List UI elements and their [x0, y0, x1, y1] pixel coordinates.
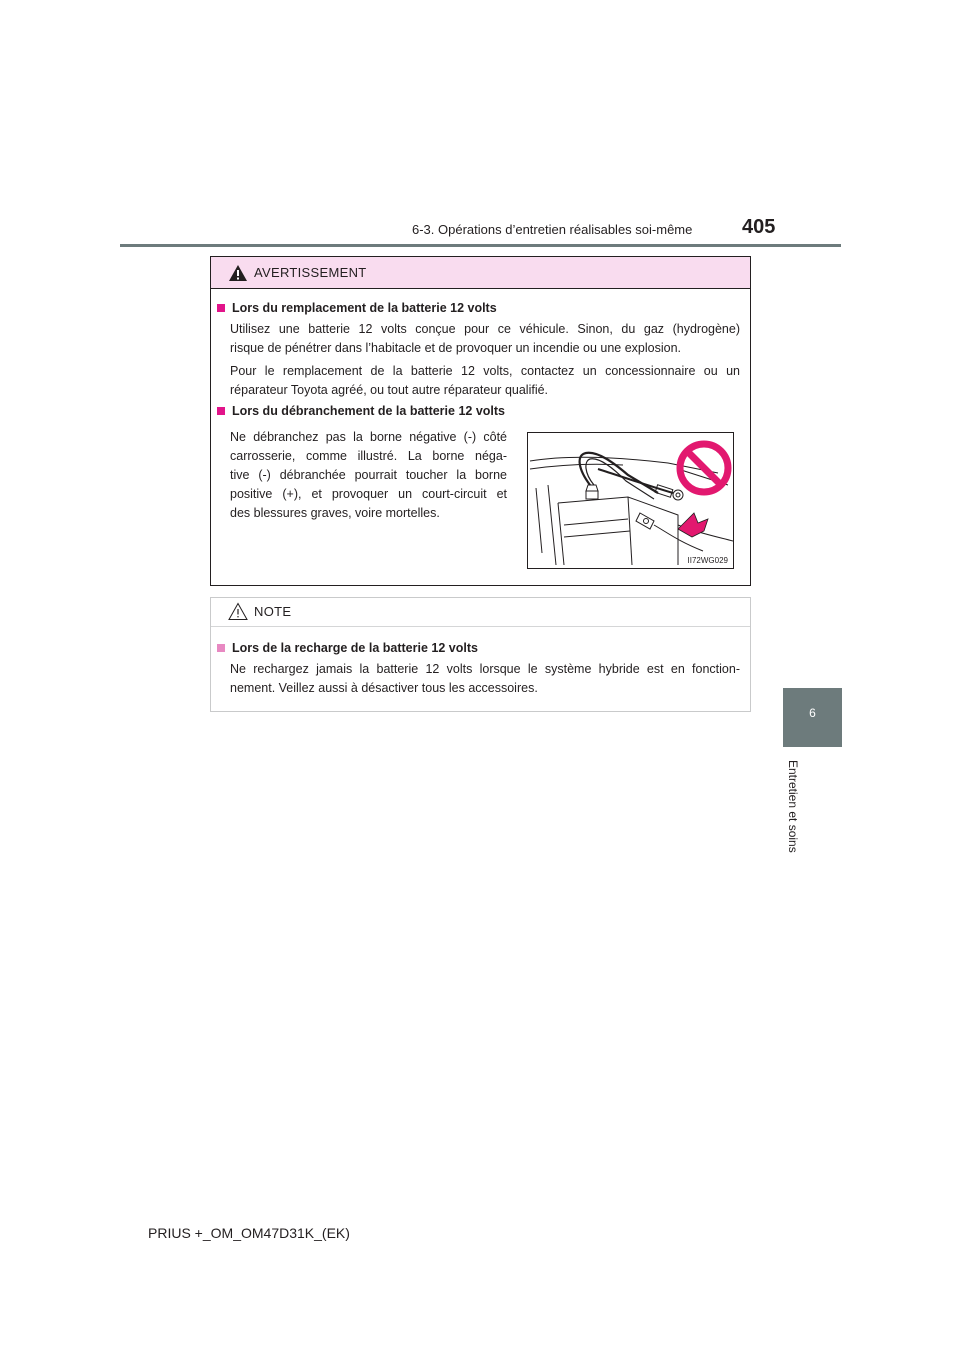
- warning-paragraph-3: [230, 428, 507, 523]
- note-heading-recharge: [217, 641, 478, 655]
- warning-triangle-icon: [228, 264, 248, 282]
- bullet-square-icon: [217, 304, 225, 312]
- text-line: risque de pénétrer dans l’habitacle et de provoquer un incendie ou une explosion.: [230, 341, 682, 355]
- caution-triangle-outline-icon: [228, 602, 248, 621]
- warning-paragraph-2: [230, 362, 740, 400]
- text-line: Utilisez une batterie 12 volts conçue pour ce véhicule. Sinon, du gaz (hydrogène): [230, 322, 740, 336]
- section-title: 6-3. Opérations d’entretien réalisables soi-même: [412, 222, 693, 237]
- text-line: carrosserie, comme illustré. La borne néga-: [230, 449, 507, 463]
- note-paragraph-1: [230, 660, 740, 698]
- heading-text: Lors de la recharge de la batterie 12 volts: [232, 641, 478, 655]
- prohibition-sign-icon: [680, 444, 728, 492]
- warning-header: [211, 257, 750, 289]
- text-line: positive (+), et provoquer un court-circuit et: [230, 487, 507, 501]
- warning-paragraph-1: [230, 320, 740, 358]
- header-rule: [120, 244, 841, 247]
- warning-box: [210, 256, 751, 586]
- text-line: Ne débranchez pas la borne négative (-) côté: [230, 430, 507, 444]
- battery-terminal-illustration: [527, 432, 734, 569]
- page-number: 405: [742, 216, 776, 238]
- text-line: des blessures graves, voire mortelles.: [230, 506, 440, 520]
- heading-text: Lors du débranchement de la batterie 12 volts: [232, 404, 505, 418]
- text-line: nement. Veillez aussi à désactiver tous les accessoires.: [230, 681, 538, 695]
- battery-drawing: [528, 433, 733, 568]
- warning-heading-replacement: [217, 301, 497, 315]
- document-model-code: PRIUS +_OM_OM47D31K_(EK): [148, 1225, 350, 1241]
- text-line: Pour le remplacement de la batterie 12 volts, contactez un concessionnaire ou un: [230, 364, 740, 378]
- warning-heading-disconnect: [217, 404, 505, 418]
- bullet-square-icon: [217, 644, 225, 652]
- text-line: Ne rechargez jamais la batterie 12 volts lorsque le système hybride est en fonction-: [230, 662, 740, 676]
- bullet-square-icon: [217, 407, 225, 415]
- text-line: tive (-) débranchée pourrait toucher la borne: [230, 468, 507, 482]
- note-header: [211, 598, 750, 627]
- warning-title: AVERTISSEMENT: [254, 265, 367, 280]
- chapter-number: 6: [809, 706, 816, 720]
- chapter-label: Entretien et soins: [786, 760, 800, 853]
- text-line: réparateur Toyota agréé, ou tout autre réparateur qualifié.: [230, 383, 549, 397]
- heading-text: Lors du remplacement de la batterie 12 volts: [232, 301, 497, 315]
- figure-code: II72WG029: [687, 556, 728, 565]
- note-box: [210, 597, 751, 712]
- note-title: NOTE: [254, 604, 292, 619]
